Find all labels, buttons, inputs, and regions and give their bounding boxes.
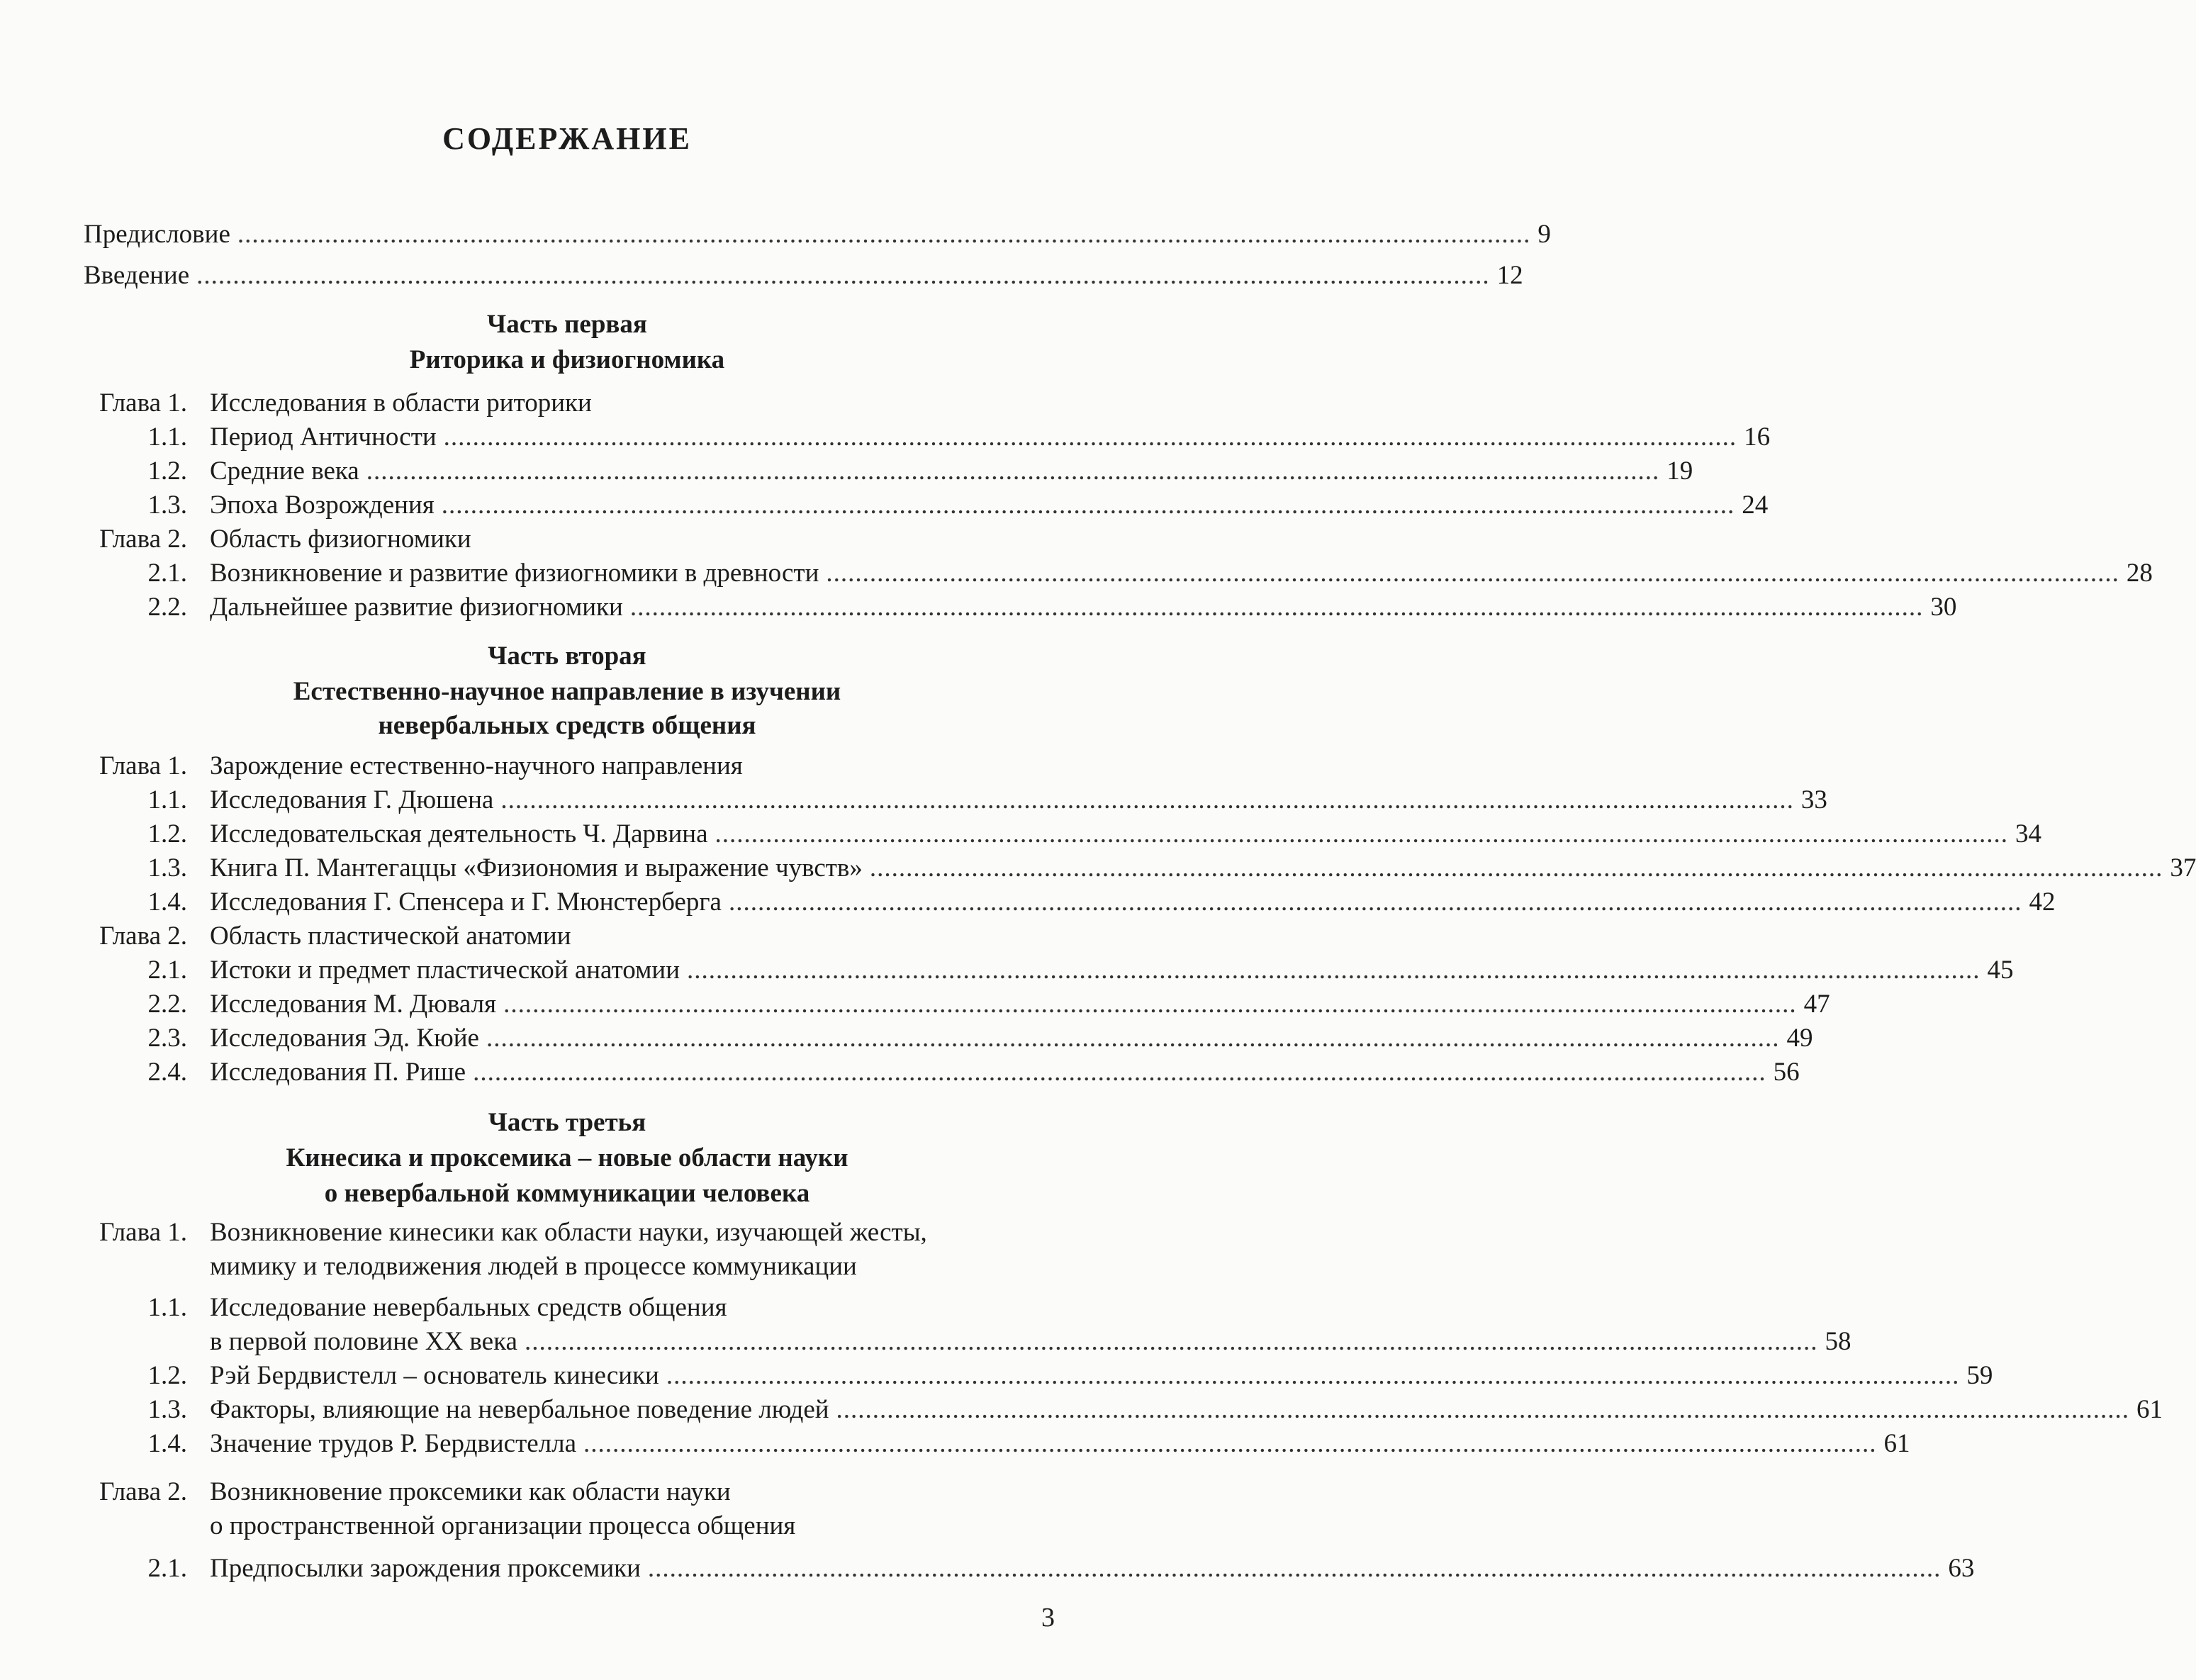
toc-entry-text: Исследовательская деятельность Ч. Дарвина: [210, 819, 708, 849]
toc-entry-text: Факторы, влияющие на невербальное поведение людей: [210, 1395, 829, 1424]
toc-entry: [210, 818, 2042, 851]
toc-page-number: 19: [1666, 457, 1693, 486]
toc-page-number: 42: [2029, 887, 2056, 917]
dot-leader: ..................................................................................................................................................................................: [237, 220, 1531, 249]
dot-leader: ..................................................................................................................................................................................: [826, 559, 2119, 588]
section-number: 1.2.: [147, 819, 187, 849]
section-number: 2.1.: [147, 1554, 187, 1583]
toc-page-number: 16: [1744, 422, 1771, 452]
section-number: 2.3.: [147, 1024, 187, 1053]
toc-entry-text: Предпосылки зарождения проксемики: [210, 1554, 641, 1583]
toc-page-number: 45: [1987, 956, 2014, 985]
dot-leader: ..................................................................................................................................................................................: [503, 990, 1797, 1019]
toc-page-number: 33: [1800, 785, 1827, 814]
toc-page-number: 59: [1966, 1361, 1993, 1390]
toc-page-number: 61: [2136, 1395, 2163, 1424]
chapter-title: Зарождение естественно-научного направления: [210, 751, 743, 780]
dot-leader: ..................................................................................................................................................................................: [583, 1429, 1877, 1458]
toc-entry: [210, 489, 1769, 522]
toc-page-number: 24: [1742, 491, 1769, 520]
dot-leader: ..................................................................................................................................................................................: [869, 853, 2163, 883]
toc-entry-text: Возникновение и развитие физиогномики в древности: [210, 559, 819, 588]
toc-entry: [210, 557, 2153, 590]
toc-entry: [210, 421, 1771, 454]
toc-page-number: 61: [1883, 1429, 1910, 1458]
dot-leader: ..................................................................................................................................................................................: [473, 1058, 1766, 1087]
chapter-title: Исследования в области риторики: [210, 388, 592, 418]
toc-page-number: 9: [1537, 220, 1551, 249]
dot-leader: ..................................................................................................................................................................................: [666, 1361, 1960, 1390]
section-number: 1.2.: [147, 1361, 187, 1390]
toc-entry-text: Эпоха Возрождения: [210, 491, 435, 520]
chapter-title-line: Возникновение проксемики как области науки: [210, 1477, 731, 1506]
part-label: Часть третья: [488, 1108, 646, 1137]
section-number: 2.1.: [147, 956, 187, 985]
toc-page-number: 58: [1825, 1327, 1852, 1356]
dot-leader: ..................................................................................................................................................................................: [836, 1395, 2130, 1424]
toc-entry-preface: [84, 218, 1551, 251]
section-number: 1.3.: [147, 853, 187, 883]
toc-entry: [210, 954, 2014, 987]
dot-leader: ..................................................................................................................................................................................: [629, 593, 1924, 622]
section-number: 2.2.: [147, 593, 187, 622]
toc-entry-text: Период Античности: [210, 422, 437, 452]
toc-entry-text: Рэй Бердвистелл – основатель кинесики: [210, 1361, 659, 1390]
section-number: 1.1.: [147, 422, 187, 452]
dot-leader: ..................................................................................................................................................................................: [687, 956, 1981, 985]
toc-page-number: 37: [2170, 853, 2196, 883]
chapter-title: Область пластической анатомии: [210, 922, 571, 951]
toc-page-number: 56: [1773, 1058, 1800, 1087]
section-number: 1.1.: [147, 785, 187, 814]
toc-entry-text: в первой половине XX века: [210, 1327, 517, 1356]
toc-entry-text: Исследование невербальных средств общения: [210, 1293, 727, 1322]
dot-leader: ..................................................................................................................................................................................: [728, 887, 2022, 917]
dot-leader: ..................................................................................................................................................................................: [500, 785, 1794, 814]
section-number: 2.4.: [147, 1058, 187, 1087]
section-number: 1.4.: [147, 887, 187, 917]
dot-leader: ..................................................................................................................................................................................: [443, 422, 1737, 452]
toc-entry: [210, 1394, 2163, 1426]
toc-entry: [210, 591, 1957, 624]
part-title-line: невербальных средств общения: [378, 711, 756, 740]
toc-entry-text: Предисловие: [84, 220, 230, 249]
toc-page-number: 63: [1948, 1554, 1975, 1583]
toc-entry-introduction: [84, 259, 1523, 292]
section-number: 1.3.: [147, 491, 187, 520]
chapter-number: Глава 2.: [99, 922, 187, 951]
toc-entry-text: Исследования Г. Дюшена: [210, 785, 494, 814]
page-title: СОДЕРЖАНИЕ: [442, 121, 692, 156]
chapter-number: Глава 1.: [99, 388, 187, 418]
toc-page-number: 28: [2126, 559, 2153, 588]
toc-page-number: 30: [1930, 593, 1957, 622]
dot-leader: ..................................................................................................................................................................................: [647, 1554, 1942, 1583]
chapter-title-line: Возникновение кинесики как области науки, изучающей жесты,: [210, 1218, 927, 1247]
dot-leader: ..................................................................................................................................................................................: [196, 261, 1490, 290]
toc-entry: [210, 455, 1693, 488]
toc-entry: [210, 1056, 1800, 1089]
section-number: 1.2.: [147, 457, 187, 486]
part-title-line: Кинесика и проксемика – новые области науки: [286, 1143, 848, 1172]
section-number: 2.2.: [147, 990, 187, 1019]
toc-entry: [210, 1552, 1975, 1585]
toc-entry-text: Значение трудов Р. Бердвистелла: [210, 1429, 577, 1458]
section-number: 1.4.: [147, 1429, 187, 1458]
section-number: 1.1.: [147, 1293, 187, 1322]
section-number: 1.3.: [147, 1395, 187, 1424]
toc-entry: [210, 1428, 1910, 1460]
toc-entry-text: Средние века: [210, 457, 359, 486]
toc-page-number: 34: [2015, 819, 2042, 849]
toc-entry-text: Исследования Эд. Кюйе: [210, 1024, 479, 1053]
page-number: 3: [1041, 1603, 1055, 1633]
toc-entry-text: Истоки и предмет пластической анатомии: [210, 956, 680, 985]
toc-entry: [210, 988, 1830, 1021]
toc-entry-text: Введение: [84, 261, 190, 290]
toc-page-number: 47: [1803, 990, 1830, 1019]
toc-entry: [210, 1360, 1993, 1392]
toc-entry: [210, 1022, 1813, 1055]
dot-leader: ..................................................................................................................................................................................: [715, 819, 2009, 849]
chapter-title-line: о пространственной организации процесса общения: [210, 1511, 796, 1540]
toc-page-number: 12: [1496, 261, 1523, 290]
chapter-number: Глава 1.: [99, 1218, 187, 1247]
part-label: Часть вторая: [488, 642, 646, 671]
toc-entry: [210, 1326, 1852, 1358]
toc-entry-text: Исследования П. Рише: [210, 1058, 466, 1087]
dot-leader: ..................................................................................................................................................................................: [441, 491, 1735, 520]
toc-entry-text: Книга П. Мантегаццы «Физиономия и выражение чувств»: [210, 853, 863, 883]
chapter-title-line: мимику и телодвижения людей в процессе коммуникации: [210, 1252, 857, 1281]
toc-entry: [210, 852, 2196, 885]
section-number: 2.1.: [147, 559, 187, 588]
chapter-number: Глава 2.: [99, 525, 187, 554]
toc-entry-text: Исследования М. Дюваля: [210, 990, 497, 1019]
dot-leader: ..................................................................................................................................................................................: [366, 457, 1660, 486]
part-label: Часть первая: [487, 310, 647, 339]
toc-entry-text: Исследования Г. Спенсера и Г. Мюнстерберга: [210, 887, 722, 917]
toc-entry: [210, 886, 2056, 919]
toc-page-number: 49: [1786, 1024, 1813, 1053]
toc-entry: [210, 784, 1827, 817]
chapter-number: Глава 2.: [99, 1477, 187, 1506]
part-title: Риторика и физиогномика: [409, 345, 725, 374]
toc-entry-text: Дальнейшее развитие физиогномики: [210, 593, 623, 622]
part-title-line: Естественно-научное направление в изучении: [293, 677, 841, 706]
dot-leader: ..................................................................................................................................................................................: [524, 1327, 1818, 1356]
part-title-line: о невербальной коммуникации человека: [324, 1179, 810, 1208]
chapter-title: Область физиогномики: [210, 525, 471, 554]
dot-leader: ..................................................................................................................................................................................: [486, 1024, 1780, 1053]
chapter-number: Глава 1.: [99, 751, 187, 780]
